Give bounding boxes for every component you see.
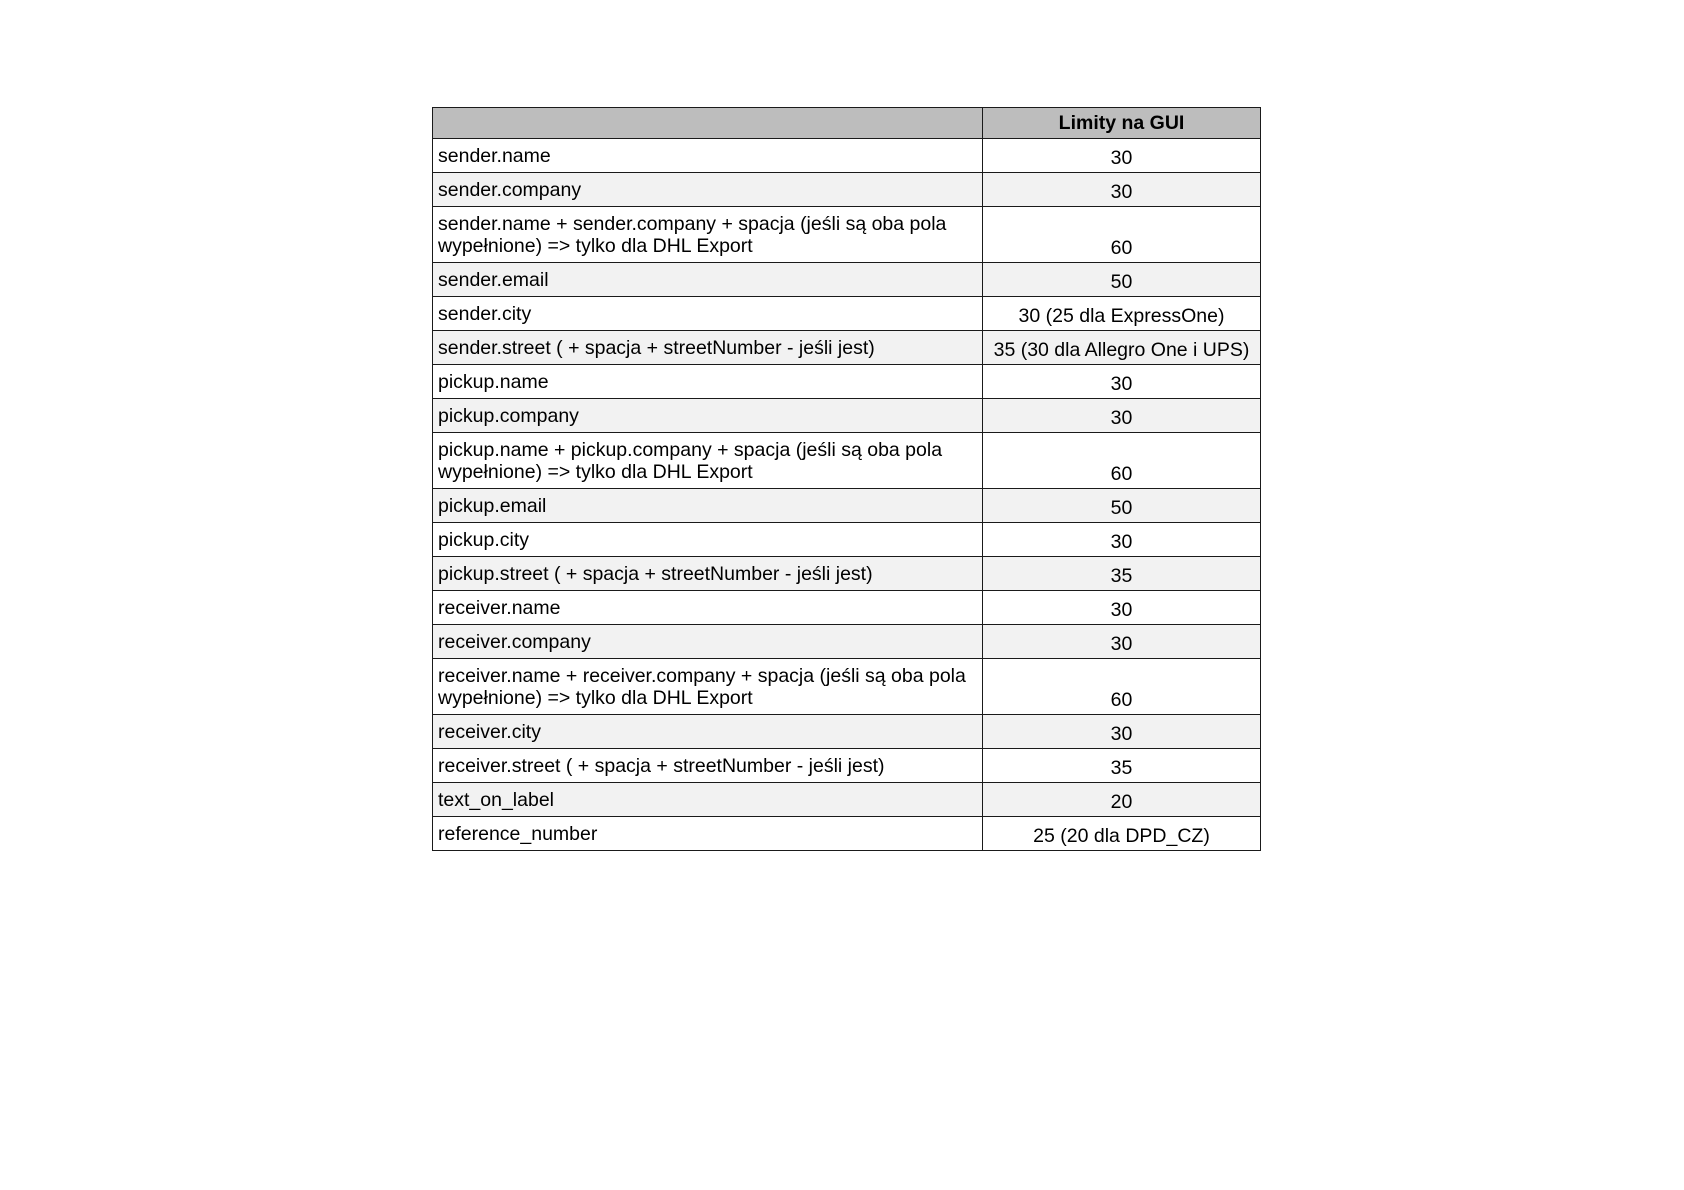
table-row [433, 523, 1261, 557]
table-body [433, 139, 1261, 851]
field-name-cell: receiver.name [433, 591, 983, 625]
header-row [433, 108, 1261, 139]
field-name-cell: text_on_label [433, 783, 983, 817]
table-row [433, 365, 1261, 399]
field-name-cell: sender.city [433, 297, 983, 331]
limit-value-cell: 60 [983, 659, 1261, 715]
table-row [433, 263, 1261, 297]
field-name-cell: receiver.street ( + spacja + streetNumber - jeśli jest) [433, 749, 983, 783]
field-name-cell: receiver.city [433, 715, 983, 749]
limits-table [432, 107, 1261, 851]
field-name-cell: receiver.company [433, 625, 983, 659]
field-name-cell: pickup.street ( + spacja + streetNumber - jeśli jest) [433, 557, 983, 591]
table-row [433, 331, 1261, 365]
field-name-cell: reference_number [433, 817, 983, 851]
limit-value-cell: 30 [983, 523, 1261, 557]
limit-value-cell: 50 [983, 489, 1261, 523]
field-name-cell: pickup.name + pickup.company + spacja (jeśli są oba pola wypełnione) => tylko dla DHL Export [433, 433, 983, 489]
limit-value-cell: 30 [983, 173, 1261, 207]
table-row [433, 489, 1261, 523]
table-row [433, 399, 1261, 433]
field-name-cell: pickup.city [433, 523, 983, 557]
limit-value-cell: 60 [983, 433, 1261, 489]
table-row [433, 591, 1261, 625]
field-name-cell: pickup.email [433, 489, 983, 523]
limit-value-cell: 30 [983, 715, 1261, 749]
table-row [433, 817, 1261, 851]
table-row [433, 139, 1261, 173]
limit-value-cell: 60 [983, 207, 1261, 263]
field-name-cell: pickup.name [433, 365, 983, 399]
table-row [433, 715, 1261, 749]
field-name-cell: sender.name + sender.company + spacja (jeśli są oba pola wypełnione) => tylko dla DHL Export [433, 207, 983, 263]
table-row [433, 207, 1261, 263]
limit-value-cell: 30 (25 dla ExpressOne) [983, 297, 1261, 331]
table-row [433, 557, 1261, 591]
limit-column-header: Limity na GUI [983, 108, 1261, 139]
field-name-cell: pickup.company [433, 399, 983, 433]
limit-value-cell: 30 [983, 399, 1261, 433]
field-name-cell: sender.company [433, 173, 983, 207]
field-column-header [433, 108, 983, 139]
limit-value-cell: 20 [983, 783, 1261, 817]
table-row [433, 433, 1261, 489]
limit-value-cell: 25 (20 dla DPD_CZ) [983, 817, 1261, 851]
limit-value-cell: 35 (30 dla Allegro One i UPS) [983, 331, 1261, 365]
table-row [433, 783, 1261, 817]
field-name-cell: receiver.name + receiver.company + spacja (jeśli są oba pola wypełnione) => tylko dla DHL Export [433, 659, 983, 715]
limit-value-cell: 50 [983, 263, 1261, 297]
table-row [433, 297, 1261, 331]
field-name-cell: sender.name [433, 139, 983, 173]
table-row [433, 625, 1261, 659]
limit-value-cell: 35 [983, 749, 1261, 783]
table-row [433, 659, 1261, 715]
table-row [433, 173, 1261, 207]
limit-value-cell: 30 [983, 365, 1261, 399]
table-row [433, 749, 1261, 783]
limit-value-cell: 35 [983, 557, 1261, 591]
limit-value-cell: 30 [983, 625, 1261, 659]
field-name-cell: sender.street ( + spacja + streetNumber - jeśli jest) [433, 331, 983, 365]
limit-value-cell: 30 [983, 591, 1261, 625]
field-name-cell: sender.email [433, 263, 983, 297]
limit-value-cell: 30 [983, 139, 1261, 173]
